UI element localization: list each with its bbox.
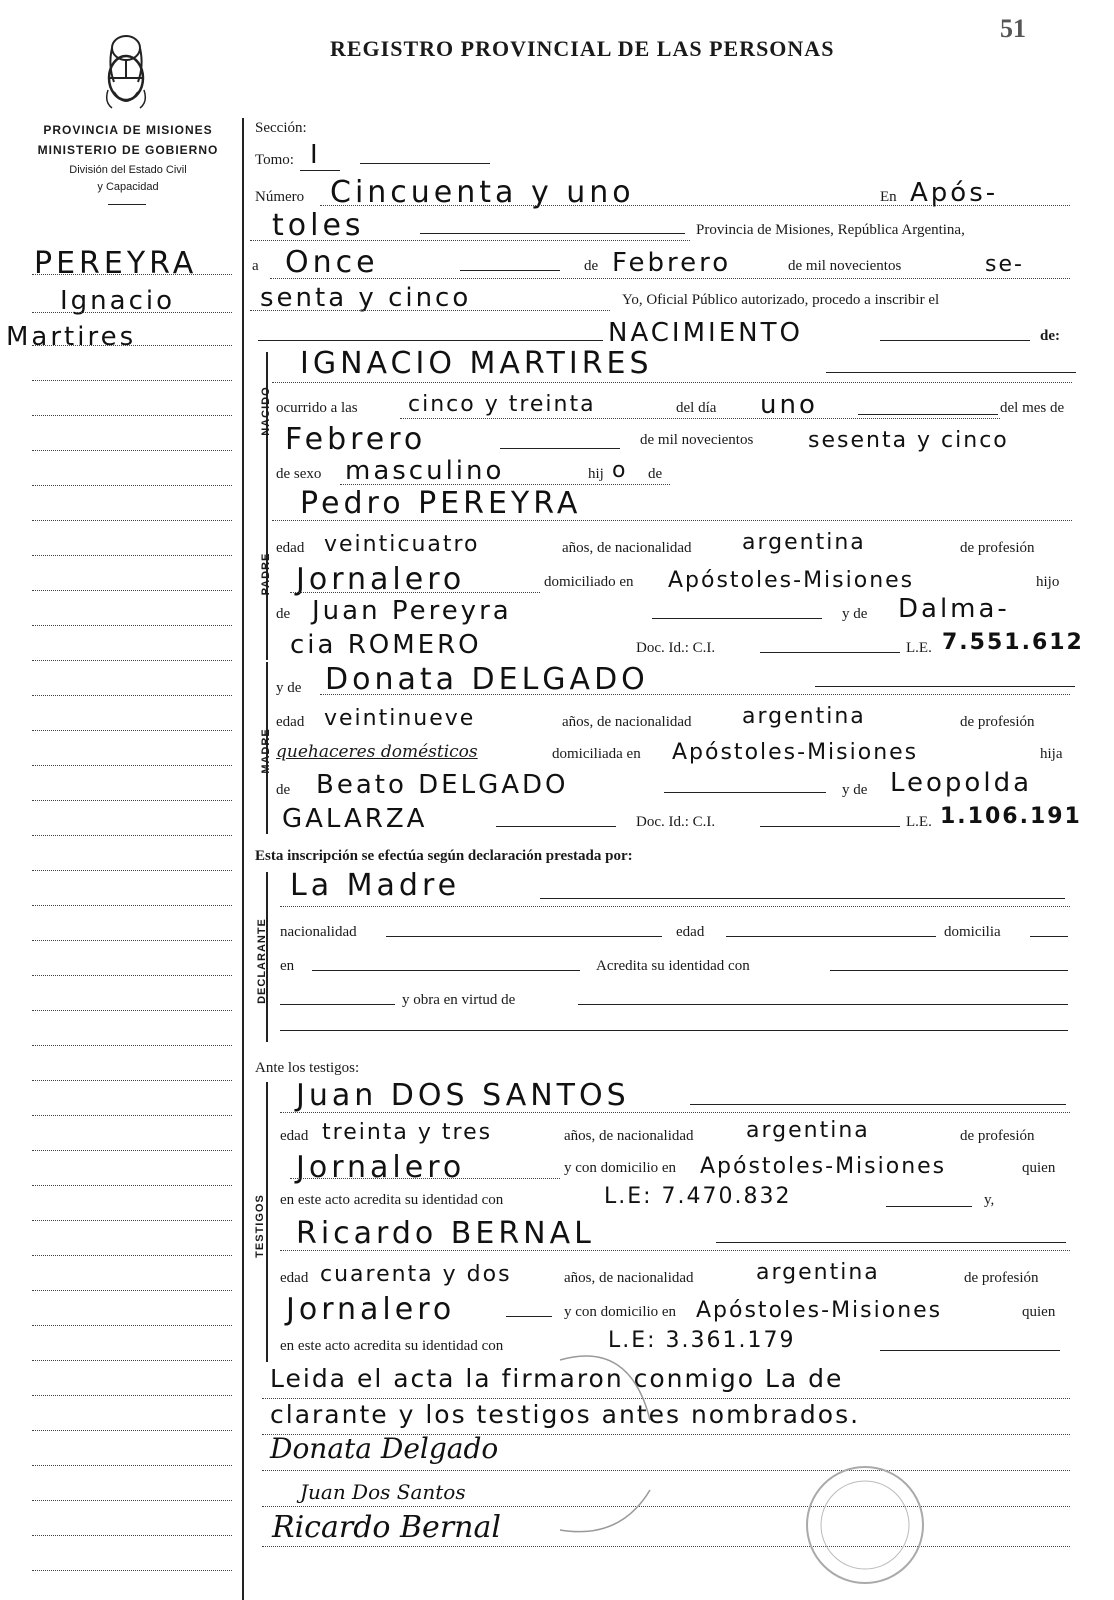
declarante-name-dots [280, 906, 1070, 907]
year-value-b: senta y cinco [260, 283, 472, 313]
margin-line [32, 312, 232, 313]
header-underline [108, 204, 146, 205]
birth-month-value: Febrero [285, 422, 427, 457]
numero-label: Número [255, 189, 305, 205]
official-stamp-icon [540, 1340, 660, 1540]
numero-line [320, 205, 1070, 206]
margin-line [32, 1255, 232, 1256]
witness1-nac-label: años, de nacionalidad [564, 1128, 694, 1144]
closing-dots-5 [262, 1546, 1070, 1547]
margin-line [32, 940, 232, 941]
division-label: División del Estado Civil [69, 164, 187, 176]
a-label: a [252, 258, 259, 274]
padre-de-label: de [276, 606, 291, 622]
declarante-extra-line [280, 1030, 1068, 1031]
declarante-nac-label: nacionalidad [280, 924, 357, 940]
act-line-left [258, 340, 603, 341]
padre-dom-label: domiciliado en [544, 574, 634, 590]
padre-name: Pedro PEREYRA [300, 486, 582, 521]
declarante-obra-pre [280, 1004, 395, 1005]
birth-year-value: sesenta y cinco [808, 428, 1009, 453]
madre-parent2-line [496, 826, 616, 827]
sexo-label: de sexo [276, 466, 322, 482]
padre-edad: veinticuatro [324, 532, 480, 557]
madre-edad: veintinueve [324, 706, 476, 731]
madre-parent2-b: GALARZA [282, 804, 428, 834]
margin-line [32, 274, 232, 275]
margin-line [32, 380, 232, 381]
madre-parent1-line [664, 792, 826, 793]
witness2-name: Ricardo BERNAL [296, 1216, 595, 1251]
witness2-prof-line [506, 1316, 552, 1317]
padre-le-value: 7.551.612 [942, 630, 1084, 655]
witness1-doc: L.E: 7.470.832 [604, 1184, 792, 1209]
province-label: PROVINCIA DE MISIONES [43, 123, 213, 137]
padre-parent1-line [652, 618, 822, 619]
closing-dots-4 [262, 1506, 1070, 1507]
witness2-dom-label: y con domicilio en [564, 1304, 677, 1320]
month-value: Febrero [612, 248, 732, 278]
witness1-prof-dots [290, 1178, 560, 1179]
margin-line [32, 1535, 232, 1536]
padre-profesion: Jornalero [296, 562, 466, 597]
hij-suffix: o [612, 458, 628, 483]
witness1-name-dots [280, 1112, 1070, 1113]
declarante-name: La Madre [290, 868, 461, 903]
de-label: de [584, 258, 599, 274]
place-value-b: toles [272, 208, 365, 243]
margin-line [32, 835, 232, 836]
margin-line [32, 800, 232, 801]
ocurrido-dots [400, 418, 1000, 419]
margin-surname: PEREYRA [34, 246, 198, 281]
margin-line [32, 450, 232, 451]
padre-parent2-a: Dalma- [898, 594, 1010, 624]
margin-line [32, 1220, 232, 1221]
margin-line [32, 1010, 232, 1011]
year-value-a: se- [985, 252, 1024, 277]
hour-value: cinco y treinta [408, 392, 596, 417]
witness1-name-line [690, 1104, 1066, 1105]
witness2-acr-label: en este acto acredita su identidad con [280, 1338, 504, 1354]
witness1-prof: Jornalero [296, 1150, 466, 1185]
mes-label: del mes de [1000, 400, 1065, 416]
hij-de-label: de [648, 466, 663, 482]
margin-line [32, 975, 232, 976]
day-value: Once [285, 245, 379, 280]
place-dots [250, 240, 690, 241]
margin-line [32, 1045, 232, 1046]
provincia-text: Provincia de Misiones, República Argentina, [696, 222, 965, 238]
seccion-label: Sección: [255, 120, 307, 136]
day-line [460, 270, 560, 271]
declarante-intro: Esta inscripción se efectúa según declaración prestada por: [255, 848, 633, 864]
madre-domicilio: Apóstoles-Misiones [672, 740, 919, 765]
madre-profesion: quehaceres domésticos [276, 742, 478, 762]
margin-line [32, 1395, 232, 1396]
witness2-prof-label: de profesión [964, 1270, 1039, 1286]
madre-parent2-a: Leopolda [890, 768, 1033, 798]
birth-mil-label: de mil novecientos [640, 432, 754, 448]
dia-label: del día [676, 400, 717, 416]
madre-doc-label: Doc. Id.: C.I. [636, 814, 716, 830]
madre-yde-label: y de [276, 680, 302, 696]
padre-doc-label: Doc. Id.: C.I. [636, 640, 716, 656]
act-type: NACIMIENTO [608, 318, 803, 348]
ocurrido-label: ocurrido a las [276, 400, 358, 416]
coat-of-arms-icon [100, 30, 152, 114]
margin-divider [242, 118, 244, 1600]
padre-domicilio: Apóstoles-Misiones [668, 568, 915, 593]
padre-le-label: L.E. [906, 640, 932, 656]
witness1-name: Juan DOS SANTOS [296, 1078, 630, 1113]
madre-nacionalidad: argentina [742, 704, 866, 729]
margin-given-2: Martires [6, 322, 137, 352]
signature-mother: Donata Delgado [270, 1432, 499, 1465]
witness1-nac: argentina [746, 1118, 870, 1143]
madre-le-label: L.E. [906, 814, 932, 830]
witness1-doc-line [886, 1206, 972, 1207]
padre-parent2-b: cia ROMERO [290, 630, 482, 660]
numero-value: Cincuenta y uno [330, 175, 635, 210]
birth-day-value: uno [760, 390, 818, 420]
place-value-a: Após- [910, 178, 999, 208]
witness1-edad-label: edad [280, 1128, 309, 1144]
margin-line [32, 555, 232, 556]
hij-label: hij [588, 466, 604, 482]
witness2-nac: argentina [756, 1260, 880, 1285]
margin-line [32, 905, 232, 906]
margin-line [32, 1115, 232, 1116]
declarante-obra-label: y obra en virtud de [402, 992, 516, 1008]
sexo-dots [340, 484, 670, 485]
testigos-intro: Ante los testigos: [255, 1060, 360, 1076]
declarante-en-line [312, 970, 580, 971]
mil-label: de mil novecientos [788, 258, 902, 274]
closing-line-2: clarante y los testigos antes nombrados. [270, 1400, 861, 1429]
padre-nac-label: años, de nacionalidad [562, 540, 692, 556]
signature-witness1: Juan Dos Santos [300, 1480, 466, 1504]
madre-nac-label: años, de nacionalidad [562, 714, 692, 730]
division-label-2: y Capacidad [97, 181, 159, 193]
margin-line [32, 415, 232, 416]
madre-le-value: 1.106.191 [940, 804, 1082, 829]
declarante-edad-label: edad [676, 924, 705, 940]
closing-dots-3 [262, 1470, 1070, 1471]
madre-name-dots [320, 694, 1070, 695]
madre-dom-label: domiciliada en [552, 746, 641, 762]
witness1-prof-label: de profesión [960, 1128, 1035, 1144]
de-colon-label: de: [1040, 328, 1060, 344]
nacido-name-line [826, 372, 1076, 373]
year-dots [250, 310, 610, 311]
declarante-section-label: DECLARANTE [256, 918, 268, 1004]
padre-prof-dots [290, 592, 540, 593]
padre-prof-label: de profesión [960, 540, 1035, 556]
testigos-section-label: TESTIGOS [254, 1194, 266, 1258]
witness2-name-line [716, 1242, 1066, 1243]
witness2-doc: L.E: 3.361.179 [608, 1328, 796, 1353]
margin-given-1: Ignacio [60, 286, 176, 316]
madre-yde2-label: y de [842, 782, 868, 798]
witness1-dom-label: y con domicilio en [564, 1160, 677, 1176]
margin-line [32, 485, 232, 486]
document-title: REGISTRO PROVINCIAL DE LAS PERSONAS [330, 36, 835, 61]
padre-yde-label: y de [842, 606, 868, 622]
birth-day-line [858, 414, 998, 415]
ministry-label: MINISTERIO DE GOBIERNO [37, 143, 219, 157]
birth-month-line [500, 448, 620, 449]
declarante-acredita-label: Acredita su identidad con [596, 958, 750, 974]
declarante-en-label: en [280, 958, 295, 974]
margin-line [32, 590, 232, 591]
margin-line [32, 1185, 232, 1186]
declarante-obra-line [578, 1004, 1068, 1005]
margin-line [32, 345, 232, 346]
tomo-value: I [310, 140, 321, 170]
act-line-right [880, 340, 1030, 341]
madre-parent1: Beato DELGADO [316, 770, 569, 800]
padre-parent1: Juan Pereyra [312, 596, 512, 626]
declarante-name-line [540, 898, 1065, 899]
nacido-name-dots [272, 382, 1072, 383]
margin-line [32, 1325, 232, 1326]
margin-line [32, 1080, 232, 1081]
closing-line-1: Leida el acta la firmaron conmigo La de [270, 1364, 844, 1393]
declarante-edad-line [726, 936, 936, 937]
witness2-edad-label: edad [280, 1270, 309, 1286]
madre-prof-label: de profesión [960, 714, 1035, 730]
witness1-quien: quien [1022, 1160, 1056, 1176]
padre-edad-label: edad [276, 540, 305, 556]
madre-hija-label: hija [1040, 746, 1063, 762]
page-number: 51 [1000, 14, 1026, 43]
margin-line [32, 730, 232, 731]
margin-line [32, 1465, 232, 1466]
testigos-bracket [266, 1082, 268, 1362]
madre-name-line [815, 686, 1075, 687]
padre-section-label: PADRE [260, 552, 272, 596]
margin-line [32, 1150, 232, 1151]
margin-line [32, 660, 232, 661]
padre-hijo-label: hijo [1036, 574, 1060, 590]
declarante-nac-line [386, 936, 662, 937]
en-label: En [880, 189, 897, 205]
madre-name: Donata DELGADO [325, 662, 649, 697]
witness1-edad: treinta y tres [322, 1120, 493, 1145]
witness2-prof: Jornalero [286, 1292, 456, 1327]
padre-name-dots [272, 520, 1072, 521]
place-line [420, 233, 685, 234]
tomo-line [300, 170, 340, 171]
margin-line [32, 695, 232, 696]
margin-line [32, 870, 232, 871]
closing-dots-1 [262, 1398, 1070, 1399]
padre-nacionalidad: argentina [742, 530, 866, 555]
witness1-acr-label: en este acto acredita su identidad con [280, 1192, 504, 1208]
margin-line [32, 1570, 232, 1571]
date-dots [270, 278, 1070, 279]
nacido-name: IGNACIO MARTIRES [300, 346, 653, 381]
nacido-section-label: NACIDO [260, 386, 272, 436]
sexo-value: masculino [345, 456, 505, 486]
madre-doc-line [760, 826, 900, 827]
tomo-label: Tomo: [255, 152, 294, 168]
margin-line [32, 1430, 232, 1431]
margin-line [32, 1290, 232, 1291]
witness2-quien: quien [1022, 1304, 1056, 1320]
madre-section-label: MADRE [260, 728, 272, 774]
padre-doc-line [760, 652, 900, 653]
witness1-dom: Apóstoles-Misiones [700, 1154, 947, 1179]
official-seal-icon [800, 1460, 930, 1590]
witness2-edad: cuarenta y dos [320, 1262, 512, 1287]
witness2-name-dots [280, 1250, 1070, 1251]
declarante-domicilia-label: domicilia [944, 924, 1001, 940]
margin-line [32, 1360, 232, 1361]
margin-line [32, 765, 232, 766]
witness2-dom: Apóstoles-Misiones [696, 1298, 943, 1323]
margin-line [32, 520, 232, 521]
margin-line [32, 1500, 232, 1501]
tomo-line-2 [360, 163, 490, 164]
witness2-nac-label: años, de nacionalidad [564, 1270, 694, 1286]
madre-de-label: de [276, 782, 291, 798]
oficial-text: Yo, Oficial Público autorizado, procedo a inscribir el [622, 292, 940, 308]
signature-witness2: Ricardo Bernal [272, 1510, 501, 1545]
margin-line [32, 625, 232, 626]
declarante-dom-line [1030, 936, 1068, 937]
declarante-acredita-line [830, 970, 1068, 971]
witness1-y: y, [984, 1192, 995, 1208]
madre-edad-label: edad [276, 714, 305, 730]
witness2-doc-line [880, 1350, 1060, 1351]
